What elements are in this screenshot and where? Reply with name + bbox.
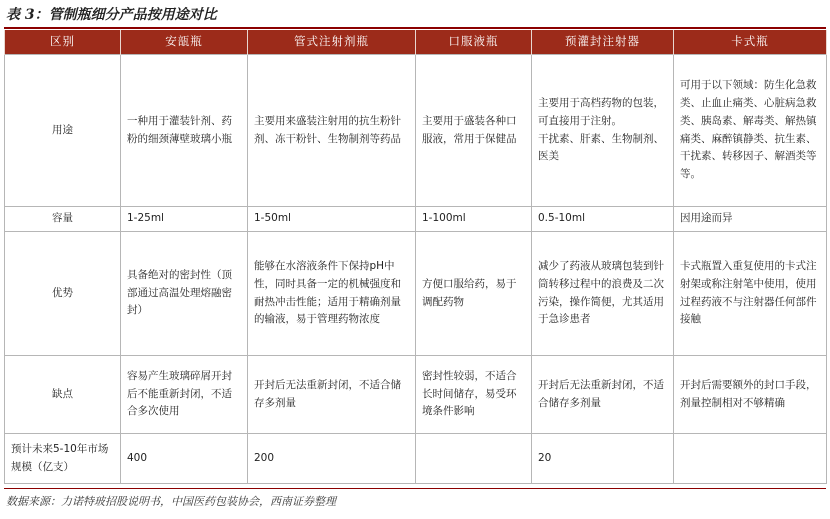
table-row	[5, 434, 827, 484]
table-cell: 400	[121, 434, 248, 484]
table-cell: 一种用于灌装针剂、药粉的细颈薄壁玻璃小瓶	[121, 55, 248, 207]
row-label: 用途	[5, 55, 121, 207]
table-row	[5, 207, 827, 232]
table-cell: 具备绝对的密封性（顶部通过高温处理熔融密封）	[121, 232, 248, 356]
table-title: 表 3：管制瓶细分产品按用途对比	[6, 7, 217, 23]
table-cell: 能够在水溶液条件下保持pH中性，同时具备一定的机械强度和耐热冲击性能；适用于精确剂量的输液，易于管理药物浓度	[248, 232, 416, 356]
table-cell: 开封后无法重新封闭，不适合储存多剂量	[248, 356, 416, 434]
table-row	[5, 55, 827, 207]
source-note: 数据来源：力诺特玻招股说明书，中国医药包装协会，西南证券整理	[6, 495, 336, 508]
table-cell: 减少了药液从玻璃包装到针筒转移过程中的浪费及二次污染，操作简便，尤其适用于急诊患者	[532, 232, 674, 356]
table-cell: 1-25ml	[121, 207, 248, 232]
table-cell: 0.5-10ml	[532, 207, 674, 232]
table-cell: 200	[248, 434, 416, 484]
table-cell: 开封后无法重新封闭，不适合储存多剂量	[532, 356, 674, 434]
table-cell	[416, 434, 532, 484]
bottom-rule	[4, 488, 826, 489]
table-cell: 因用途而异	[674, 207, 827, 232]
table-cell: 主要用于盛装各种口服液，常用于保健品	[416, 55, 532, 207]
header-cell: 口服液瓶	[416, 30, 532, 55]
row-label: 预计未来5-10年市场规模（亿支）	[5, 434, 121, 484]
table-cell: 容易产生玻璃碎屑开封后不能重新封闭，不适合多次使用	[121, 356, 248, 434]
table-cell: 密封性较弱，不适合长时间储存，易受环境条件影响	[416, 356, 532, 434]
table-cell	[532, 55, 674, 207]
title-rule	[4, 27, 826, 29]
table-cell: 可用于以下领域：防生化急救类、止血止痛类、心脏病急救类、胰岛素、解毒类、解热镇痛类、麻醉镇静类、抗生素、干扰素、转移因子、解酒类等等。	[674, 55, 827, 207]
cell-text: 主要用于高档药物的包装，可直接用于注射。	[538, 96, 664, 127]
cell-text: 干扰素、肝素、生物制剂、医美	[538, 132, 664, 163]
table-cell: 1-50ml	[248, 207, 416, 232]
header-cell: 预灌封注射器	[532, 30, 674, 55]
table-cell: 20	[532, 434, 674, 484]
header-row	[5, 30, 827, 55]
header-cell: 区别	[5, 30, 121, 55]
header-cell: 管式注射剂瓶	[248, 30, 416, 55]
table-cell	[674, 434, 827, 484]
comparison-table	[4, 30, 827, 484]
table-cell: 方便口服给药，易于调配药物	[416, 232, 532, 356]
row-label: 优势	[5, 232, 121, 356]
row-label: 容量	[5, 207, 121, 232]
header-cell: 卡式瓶	[674, 30, 827, 55]
table-cell: 卡式瓶置入重复使用的卡式注射架或称注射笔中使用，使用过程药液不与注射器任何部件接触	[674, 232, 827, 356]
table-cell: 主要用来盛装注射用的抗生粉针剂、冻干粉针、生物制剂等药品	[248, 55, 416, 207]
header-cell: 安瓿瓶	[121, 30, 248, 55]
row-label: 缺点	[5, 356, 121, 434]
table-row	[5, 356, 827, 434]
table-row	[5, 232, 827, 356]
table-cell: 1-100ml	[416, 207, 532, 232]
table-cell: 开封后需要额外的封口手段，剂量控制相对不够精确	[674, 356, 827, 434]
